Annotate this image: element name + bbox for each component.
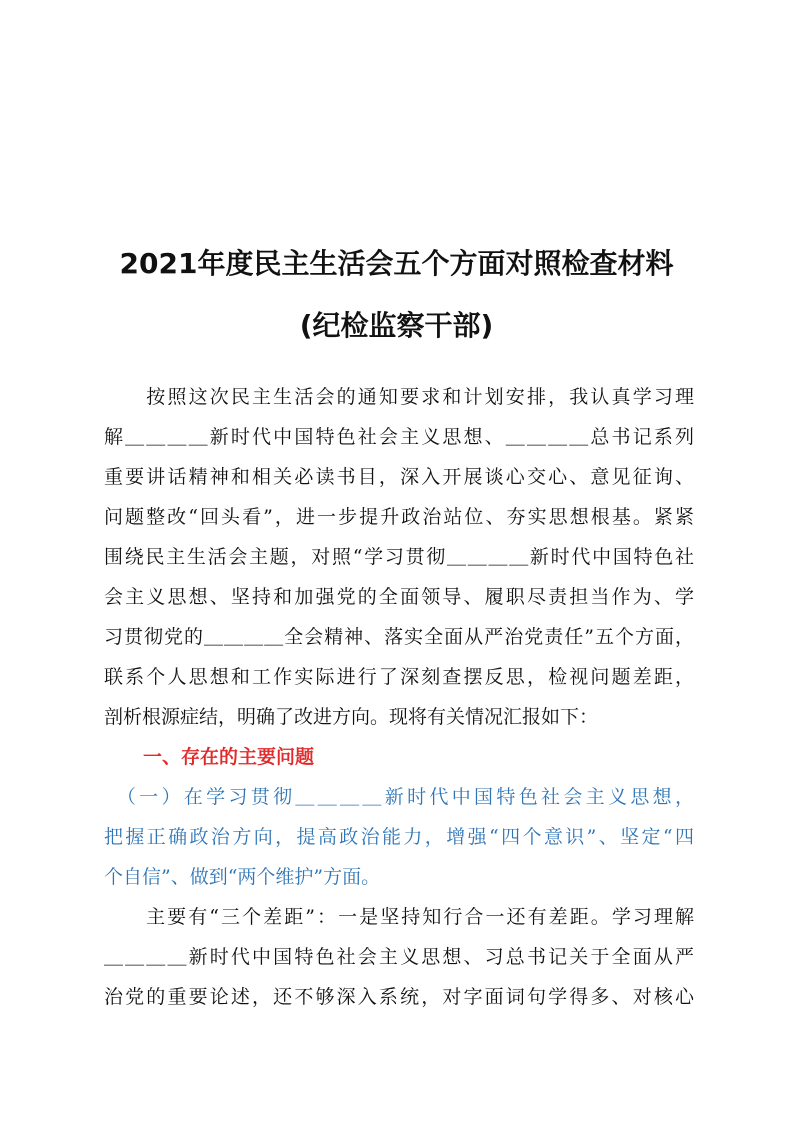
subsection-line: 把握正确政治方向，提高政治能力，增强“四个意识”、坚定“四 [104, 826, 694, 848]
section-heading: 一、存在的主要问题 [143, 746, 315, 768]
intro-line: 剖析根源症结，明确了改进方向。现将有关情况汇报如下： [104, 706, 599, 728]
intro-line: 围绕民主生活会主题，对照“学习贯彻＿＿＿＿新时代中国特色社 [104, 546, 694, 568]
document-subtitle: (纪检监察干部) [299, 309, 494, 342]
intro-line: 联系个人思想和工作实际进行了深刻查摆反思，检视问题差距， [104, 666, 694, 688]
body-line: 主要有“三个差距”：一是坚持知行合一还有差距。学习理解 [104, 906, 694, 928]
body-line: ＿＿＿＿新时代中国特色社会主义思想、习总书记关于全面从严 [104, 946, 694, 968]
intro-line: 按照这次民主生活会的通知要求和计划安排，我认真学习理 [104, 386, 694, 408]
subsection-line: （一）在学习贯彻＿＿＿＿新时代中国特色社会主义思想， [104, 786, 694, 808]
intro-line: 问题整改“回头看”，进一步提升政治站位、夯实思想根基。紧紧 [104, 506, 694, 528]
intro-line: 会主义思想、坚持和加强党的全面领导、履职尽责担当作为、学 [104, 586, 694, 608]
intro-line: 习贯彻党的＿＿＿＿全会精神、落实全面从严治党责任”五个方面， [104, 626, 694, 648]
body-line: 治党的重要论述，还不够深入系统，对字面词句学得多、对核心 [104, 986, 694, 1008]
document-title: 2021年度民主生活会五个方面对照检查材料 [119, 247, 674, 280]
intro-line: 重要讲话精神和相关必读书目，深入开展谈心交心、意见征询、 [104, 466, 694, 488]
subsection-line: 个自信”、做到“两个维护”方面。 [104, 866, 381, 888]
intro-line: 解＿＿＿＿新时代中国特色社会主义思想、＿＿＿＿总书记系列 [104, 426, 694, 448]
